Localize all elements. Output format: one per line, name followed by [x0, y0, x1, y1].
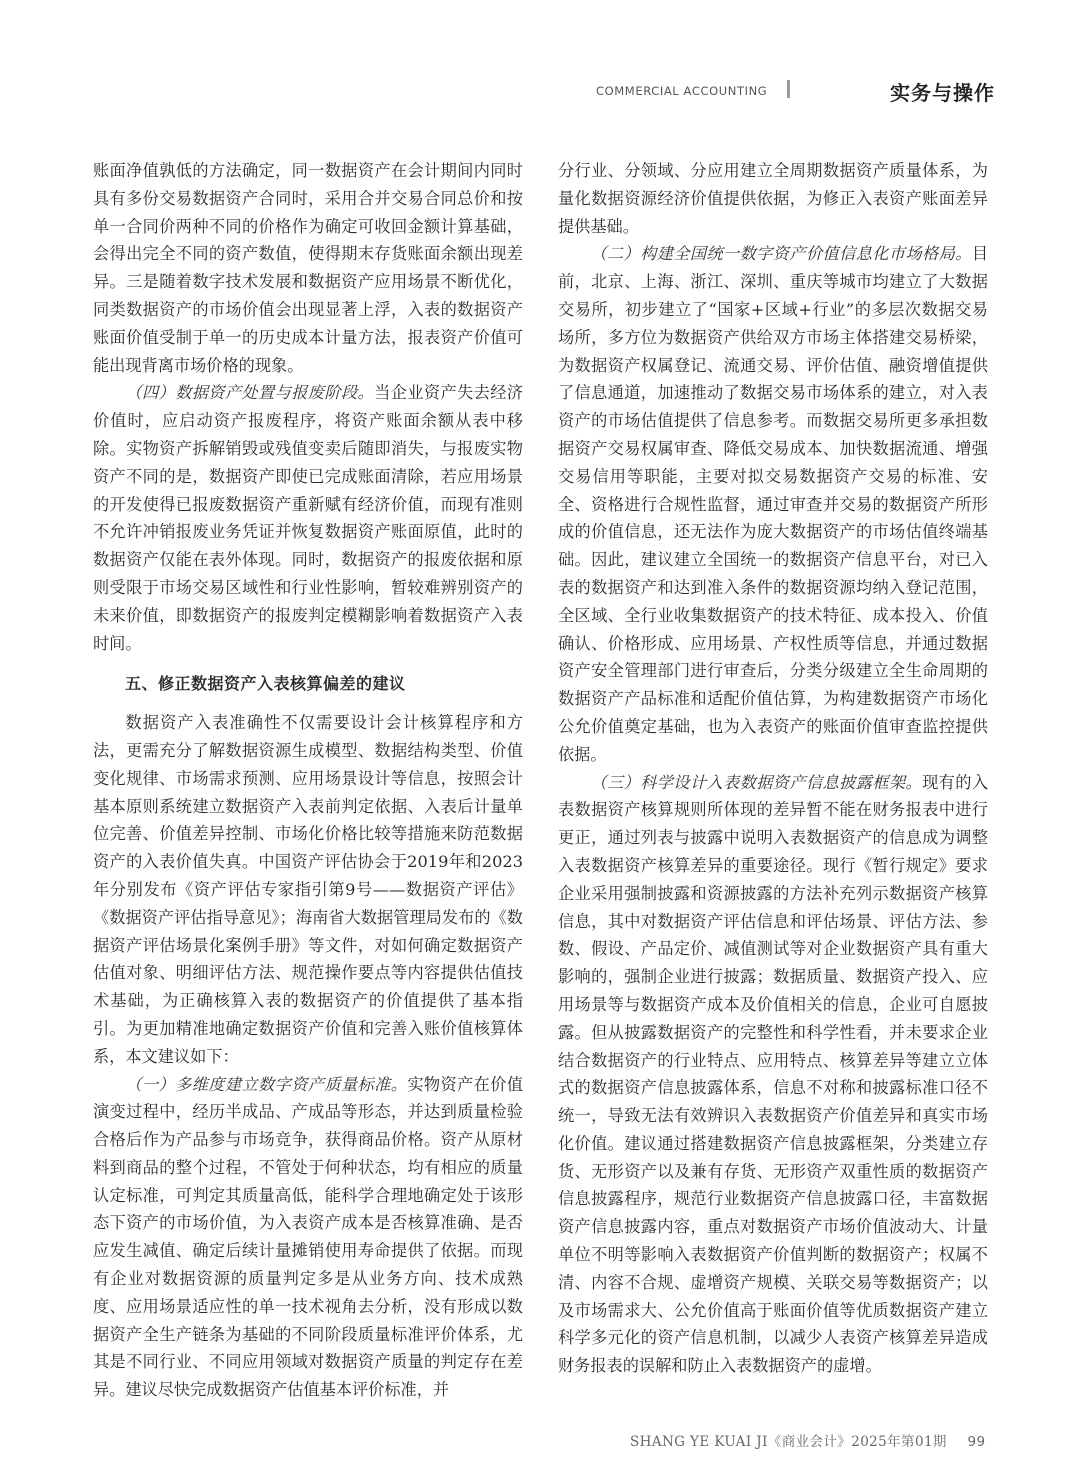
paragraph-body: 当企业资产失去经济价值时，应启动资产报废程序，将资产账面余额从表中移除。实物资产拆解销毁或残值变卖后随即消失，与报废实物资产不同的是，数据资产即使已完成账面清除，若应用场景的开发使得已报废数据资产重新赋有经济价值，而现有准则不允许冲销报废业务凭证并恢复数据资产账面原值，此时的数据资产仅能在表外体现。同时，数据资产的报废依据和原则受限于市场交易区域性和行业性影响，暂较难辨别资产的未来价值，即数据资产的报废判定模糊影响着数据资产入表时间。: [93, 383, 524, 653]
subsection-lead: （三）科学设计入表数据资产信息披露框架。: [590, 772, 923, 792]
section-heading: 五、修正数据资产入表核算偏差的建议: [125, 674, 406, 694]
paragraph-body: 实物资产在价值演变过程中，经历半成品、产成品等形态，并达到质量检验合格后作为产品参与市场竞争，获得商品价格。资产从原材料到商品的整个过程，不管处于何种状态，均有相应的质量认定标准，可判定其质量高低，能科学合理地确定处于该形态下资产的市场价值，为入表资产成本是否核算准确、是否应发生减值、确定后续计量摊销使用寿命提供了依据。而现有企业对数据资源的质量判定多是从业务方向、技术成熟度、应用场景适应性的单一技术视角去分析，没有形成以数据资产全生产链条为基础的不同阶段质量标准评价体系，尤其是不同行业、不同应用领域对数据资产质量的判定存在差异。建议尽快完成数据资产估值基本评价标准，并: [93, 1074, 524, 1400]
journal-english-title: COMMERCIAL ACCOUNTING: [596, 84, 768, 98]
header-divider: [787, 80, 790, 98]
subsection-lead: （二）构建全国统一数字资产价值信息化市场格局。: [590, 244, 972, 264]
paragraph-disposal-stage: [93, 379, 523, 657]
right-column: [558, 157, 988, 1380]
subsection-lead: （四）数据资产处置与报废阶段。: [125, 383, 375, 403]
paragraph-market-pattern: [558, 240, 988, 768]
paragraph-intro: 数据资产入表准确性不仅需要设计会计核算程序和方法，更需充分了解数据资源生成模型、数据结构类型、价值变化规律、市场需求预测、应用场景设计等信息，按照会计基本原则系统建立数据资产入表前判定依据、入表后计量单位完善、价值差异控制、市场化价格比较等措施来防范数据资产的入表价值失真。中国资产评估协会于2019年和2023年分别发布《资产评估专家指引第9号——数据资产评估》《数据资产评估指导意见》；海南省大数据管理局发布的《数据资产评估场景化案例手册》等文件，对如何确定数据资产估值对象、明细评估方法、规范操作要点等内容提供估值技术基础，为正确核算入表的数据资产的价值提供了基本指引。为更加精准地确定数据资产价值和完善入账价值核算体系，本文建议如下：: [93, 713, 523, 1066]
journal-issue: SHANG YE KUAI JI《商业会计》2025年第01期: [630, 1434, 947, 1450]
paragraph-body: 现有的入表数据资产核算规则所体现的差异暂不能在财务报表中进行更正，通过列表与披露中说明入表数据资产的信息成为调整入表数据资产核算差异的重要途径。现行《暂行规定》要求企业采用强制披露和资源披露的方法补充列示数据资产核算信息，其中对数据资产评估信息和评估场景、评估方法、参数、假设、产品定价、减值测试等对企业数据资产具有重大影响的，强制企业进行披露；数据质量、数据资产投入、应用场景等与数据资产成本及价值相关的信息，企业可自愿披露。但从披露数据资产的完整性和科学性看，并未要求企业结合数据资产的行业特点、应用特点、核算差异等建立立体式的数据资产信息披露体系，信息不对称和披露标准口径不统一，导致无法有效辨识入表数据资产价值差异和真实市场化价值。建议通过搭建数据资产信息披露框架，分类建立存货、无形资产以及兼有存货、无形资产双重性质的数据资产信息披露程序，规范行业数据资产信息披露口径，丰富数据资产信息披露内容，重点对数据资产市场价值波动大、计量单位不明等影响入表数据资产价值判断的数据资产；权属不清、内容不合规、虚增资产规模、关联交易等数据资产；以及市场需求大、公允价值高于账面价值等优质数据资产建立科学多元化的资产信息机制，以减少人表资产核算差异造成财务报表的误解和防止入表数据资产的虚增。: [558, 772, 989, 1376]
paragraph-continued: 账面净值孰低的方法确定，同一数据资产在会计期间内同时具有多份交易数据资产合同时，采用合并交易合同总价和按单一合同价两种不同的价格作为确定可收回金额计算基础，会得出完全不同的资产数值，使得期末存货账面余额出现差异。三是随着数字技术发展和数据资产应用场景不断优化，同类数据资产的市场价值会出现显著上浮，入表的数据资产账面价值受制于单一的历史成本计量方法，报表资产价值可能出现背离市场价格的现象。: [93, 161, 523, 375]
paragraph-quality-standard: [93, 1071, 523, 1405]
paragraph-continued: 分行业、分领域、分应用建立全周期数据资产质量体系，为量化数据资源经济价值提供依据，为修正入表资产账面差异提供基础。: [558, 161, 988, 236]
paragraph-disclosure-framework: [558, 769, 988, 1381]
page-footer: [630, 1430, 986, 1450]
left-column: [93, 157, 523, 1404]
paragraph-body: 目前，北京、上海、浙江、深圳、重庆等城市均建立了大数据交易所，初步建立了“国家+区域+行业”的多层次数据交易场所，多方位为数据资产供给双方市场主体搭建交易桥梁，为数据资产权属登记、流通交易、评价估值、融资增值提供了信息通道，加速推动了数据交易市场体系的建立，对入表资产的市场估值提供了信息参考。而数据交易所更多承担数据资产交易权属审查、降低交易成本、加快数据流通、增强交易信用等职能，主要对拟交易数据资产交易的标准、安全、资格进行合规性监督，通过审查并交易的数据资产所形成的价值信息，还无法作为庞大数据资产的市场估值终端基础。因此，建议建立全国统一的数据资产信息平台，对已入表的数据资产和达到准入条件的数据资源均纳入登记范围，全区域、全行业收集数据资产的技术特征、成本投入、价值确认、价格形成、应用场景、产权性质等信息，并通过数据资产安全管理部门进行审查后，分类分级建立全生命周期的数据资产产品标准和适配价值估算，为构建数据资产市场化公允价值奠定基础，也为入表资产的账面价值审查监控提供依据。: [558, 244, 988, 764]
section-title: 实务与操作: [890, 81, 995, 105]
subsection-lead: （一）多维度建立数字资产质量标准。: [125, 1074, 408, 1094]
page-number: 99: [967, 1434, 986, 1450]
